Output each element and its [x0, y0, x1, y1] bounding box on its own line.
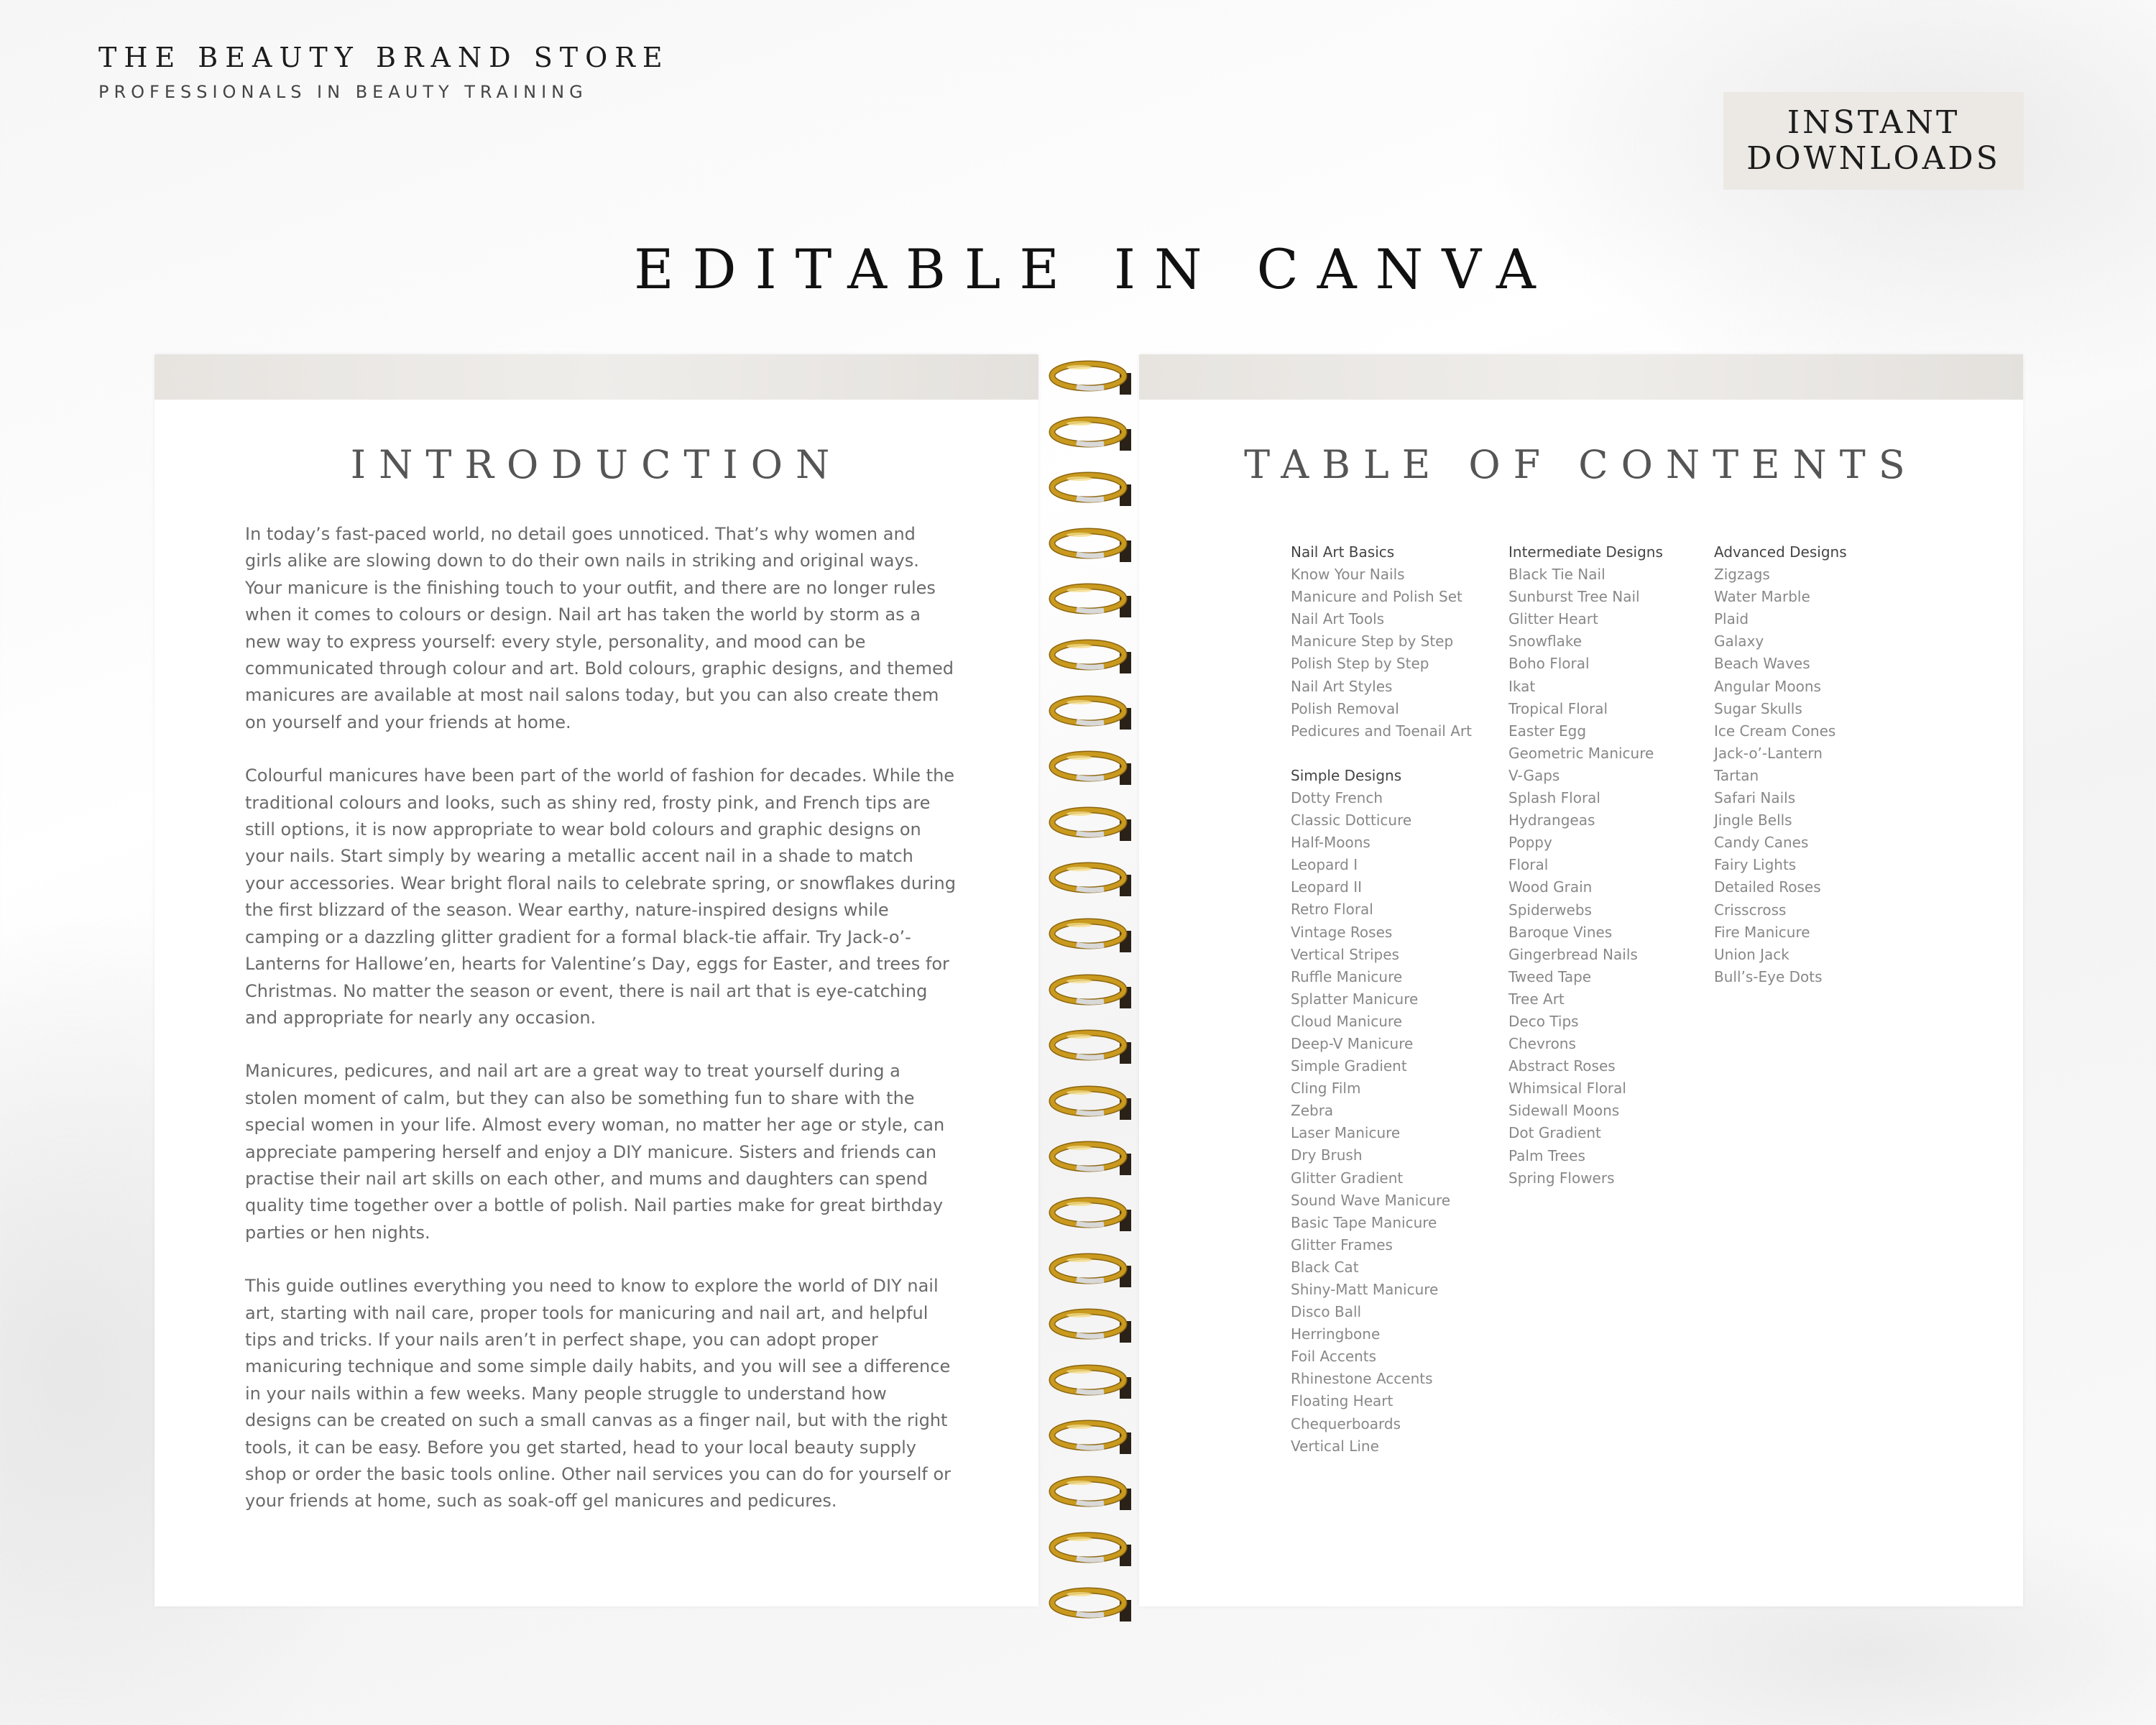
toc-item: Black Tie Nail	[1508, 566, 1606, 584]
toc-title: TABLE OF CONTENTS	[1244, 442, 1918, 487]
toc-item: Rhinestone Accents	[1291, 1370, 1433, 1388]
toc-item: Boho Floral	[1508, 655, 1590, 673]
binding-ring	[1048, 469, 1134, 510]
toc-item: Crisscross	[1714, 901, 1787, 919]
toc-item: Simple Gradient	[1291, 1057, 1407, 1075]
toc-item: Nail Art Styles	[1291, 677, 1393, 695]
toc-item: Gingerbread Nails	[1508, 945, 1638, 963]
toc-item: Leopard II	[1291, 878, 1363, 896]
binding-ring	[1048, 580, 1134, 622]
binding-ring	[1048, 748, 1134, 789]
binding-ring	[1048, 1305, 1134, 1347]
binding-ring	[1048, 1473, 1134, 1514]
toc-item: Palm Trees	[1508, 1146, 1585, 1164]
toc-item: Fire Manicure	[1714, 923, 1810, 941]
toc-item: Jack-o’-Lantern	[1714, 744, 1823, 762]
binding-ring	[1048, 1194, 1134, 1236]
toc-item: Cloud Manicure	[1291, 1012, 1402, 1030]
binding-ring	[1048, 915, 1134, 957]
toc-item: Tartan	[1714, 766, 1759, 784]
badge-line-2: DOWNLOADS	[1746, 140, 2001, 177]
binding-ring	[1048, 1082, 1134, 1124]
toc-item: Leopard I	[1291, 856, 1358, 874]
toc-item: Know Your Nails	[1291, 566, 1405, 584]
binding-ring	[1048, 1138, 1134, 1179]
toc-item: V-Gaps	[1508, 766, 1560, 784]
toc-item: Water Marble	[1714, 588, 1810, 606]
toc-item: Foil Accents	[1291, 1348, 1377, 1366]
toc-item: Dry Brush	[1291, 1146, 1363, 1164]
badge-line-1: INSTANT	[1787, 104, 1961, 141]
toc-item: Black Cat	[1291, 1258, 1359, 1276]
toc-item: Sound Wave Manicure	[1291, 1191, 1451, 1209]
intro-paragraph: In today’s fast-paced world, no detail goes unnoticed. That’s why women and girls alike are slowing down to do their own nails in striking and original ways. Your manicure is the finishing touch to your outfit, and there are no longer rules when it comes to colours or design. Nail art has taken the world by storm as a new way to express yourself: every style, personality, and mood can be communicated through colour and art. Bold colours, graphic designs, and themed manicures are available at most nail salons today, but you can also create them on yourself and your friends at home.	[245, 524, 954, 732]
binding-ring	[1048, 1417, 1134, 1458]
toc-item: Ice Cream Cones	[1714, 722, 1836, 740]
toc-item: Tropical Floral	[1508, 699, 1608, 717]
toc-item: Chevrons	[1508, 1035, 1576, 1053]
toc-item: Tree Art	[1508, 990, 1565, 1008]
instant-downloads-badge	[1723, 92, 2024, 190]
toc-item: Retro Floral	[1291, 901, 1373, 919]
page-header-band	[1139, 354, 2023, 400]
headline: EDITABLE IN CANVA	[634, 237, 1554, 301]
brand-tagline: PROFESSIONALS IN BEAUTY TRAINING	[98, 82, 588, 102]
toc-item: Floral	[1508, 856, 1549, 874]
toc-item: Splatter Manicure	[1291, 990, 1419, 1008]
toc-item: Vintage Roses	[1291, 923, 1393, 941]
toc-item: Candy Canes	[1714, 834, 1809, 852]
toc-item: Sidewall Moons	[1508, 1102, 1620, 1120]
toc-column-advanced	[1714, 541, 1847, 988]
toc-item: Laser Manicure	[1291, 1124, 1401, 1142]
toc-item: Poppy	[1508, 834, 1552, 852]
binding-ring	[1048, 859, 1134, 901]
intro-paragraph: This guide outlines everything you need to know to explore the world of DIY nail art, starting with nail care, proper tools for manicuring and nail art, and helpful tips and tricks. If your nails aren’t in perfect shape, you can adopt proper manicuring technique and some simple daily habits, and you will see a difference in your nails within a few weeks. Many people struggle to understand how designs can be created on such a small canvas as a finger nail, but with the right tools, it can be easy. Before you get started, head to your local beauty supply shop or order the basic tools online. Other nail services you can do for yourself or your friends at home, such as soak-off gel manicures and pedicures.	[245, 1276, 951, 1512]
toc-item: Plaid	[1714, 610, 1749, 628]
toc-item: Sugar Skulls	[1714, 699, 1802, 717]
page-header-band	[155, 354, 1038, 400]
toc-page	[1139, 354, 2023, 1606]
intro-paragraph: Manicures, pedicures, and nail art are a great way to treat yourself during a stolen moment of calm, but they can also be something fun to share with the special women in your life. Almost every woman, no matter her age or style, can appreciate pampering herself and enjoy a DIY manicure. Sisters and friends can practise their nail art skills on each other, and mums and daughters can spend quality time together over a bottle of polish. Nail parties make for great birthday parties or hen nights.	[245, 1061, 945, 1243]
toc-item: Glitter Gradient	[1291, 1169, 1404, 1187]
toc-item: Galaxy	[1714, 632, 1764, 650]
toc-item: Baroque Vines	[1508, 923, 1613, 941]
toc-item: Manicure and Polish Set	[1291, 588, 1462, 606]
toc-item: Polish Step by Step	[1291, 655, 1429, 673]
toc-item: Spiderwebs	[1508, 901, 1592, 919]
toc-item: Pedicures and Toenail Art	[1291, 722, 1472, 740]
toc-item: Half-Moons	[1291, 834, 1370, 852]
toc-item: Zigzags	[1714, 566, 1770, 584]
toc-item: Deco Tips	[1508, 1012, 1579, 1030]
toc-item: Basic Tape Manicure	[1291, 1213, 1437, 1231]
toc-item: Spring Flowers	[1508, 1169, 1615, 1187]
toc-section-heading: Nail Art Basics	[1291, 543, 1395, 561]
toc-section-heading: Advanced Designs	[1714, 543, 1847, 561]
spiral-binding	[1041, 354, 1141, 1606]
toc-item: Union Jack	[1714, 945, 1789, 963]
toc-item: Sunburst Tree Nail	[1508, 588, 1640, 606]
toc-item: Abstract Roses	[1508, 1057, 1616, 1075]
toc-item: Vertical Line	[1291, 1437, 1379, 1455]
toc-item: Polish Removal	[1291, 699, 1399, 717]
toc-item: Floating Heart	[1291, 1392, 1393, 1410]
binding-ring	[1048, 357, 1134, 399]
toc-section-heading: Simple Designs	[1291, 766, 1402, 784]
toc-item: Classic Dotticure	[1291, 811, 1412, 829]
toc-item: Jingle Bells	[1714, 811, 1792, 829]
toc-item: Angular Moons	[1714, 677, 1821, 695]
binding-ring	[1048, 636, 1134, 678]
binding-ring	[1048, 971, 1134, 1013]
toc-column-intermediate	[1508, 541, 1663, 1190]
toc-item: Whimsical Floral	[1508, 1080, 1626, 1098]
intro-title: INTRODUCTION	[350, 442, 843, 487]
toc-item: Chequerboards	[1291, 1414, 1401, 1432]
intro-page	[155, 354, 1038, 1606]
toc-item: Dotty French	[1291, 788, 1383, 806]
binding-ring	[1048, 1584, 1134, 1626]
toc-section-heading: Intermediate Designs	[1508, 543, 1663, 561]
binding-ring	[1048, 1529, 1134, 1570]
binding-ring	[1048, 804, 1134, 845]
intro-body	[245, 521, 957, 1542]
toc-item: Splash Floral	[1508, 789, 1600, 807]
toc-column-basics	[1291, 541, 1472, 1458]
toc-item: Tweed Tape	[1508, 967, 1592, 985]
toc-item: Hydrangeas	[1508, 811, 1595, 829]
intro-paragraph: Colourful manicures have been part of the world of fashion for decades. While the traditional colours and looks, such as shiny red, frosty pink, and French tips are still options, it is now appropriate to wear bold colours and graphic designs on your nails. Start simply by wearing a metallic accent nail in a shade to match your accessories. Wear bright floral nails to celebrate spring, or snowflakes during the first blizzard of the season. Wear earthy, nature-inspired designs while camping or a dazzling glitter gradient for a formal black-tie affair. Try Jack-o’-Lanterns for Hallowe’en, hearts for Valentine’s Day, eggs for Easter, and trees for Christmas. No matter the season or event, there is nail art that is eye-catching and appropriate for nearly any occasion.	[245, 765, 956, 1028]
binding-ring	[1048, 692, 1134, 734]
binding-ring	[1048, 413, 1134, 455]
toc-item: Dot Gradient	[1508, 1124, 1601, 1142]
binding-ring	[1048, 525, 1134, 566]
toc-item: Deep-V Manicure	[1291, 1034, 1414, 1052]
toc-item: Manicure Step by Step	[1291, 632, 1454, 650]
brand-name: THE BEAUTY BRAND STORE	[98, 42, 670, 73]
toc-item: Disco Ball	[1291, 1303, 1362, 1321]
toc-item: Shiny-Matt Manicure	[1291, 1281, 1439, 1298]
toc-item: Zebra	[1291, 1102, 1334, 1120]
toc-item: Snowflake	[1508, 632, 1582, 650]
toc-item: Safari Nails	[1714, 789, 1796, 807]
toc-item: Geometric Manicure	[1508, 744, 1654, 762]
toc-item: Cling Film	[1291, 1080, 1361, 1098]
toc-item: Vertical Stripes	[1291, 945, 1399, 963]
toc-item: Detailed Roses	[1714, 878, 1821, 896]
toc-item: Bull’s-Eye Dots	[1714, 967, 1823, 985]
toc-spacer	[1291, 742, 1472, 765]
binding-ring	[1048, 1250, 1134, 1292]
toc-item: Glitter Heart	[1508, 610, 1598, 628]
toc-item: Glitter Frames	[1291, 1236, 1393, 1254]
toc-item: Beach Waves	[1714, 655, 1810, 673]
binding-ring	[1048, 1361, 1134, 1403]
toc-item: Ruffle Manicure	[1291, 967, 1403, 985]
binding-ring	[1048, 1026, 1134, 1068]
toc-item: Herringbone	[1291, 1325, 1381, 1343]
toc-item: Easter Egg	[1508, 722, 1587, 740]
toc-item: Fairy Lights	[1714, 856, 1797, 874]
toc-item: Ikat	[1508, 677, 1536, 695]
toc-item: Nail Art Tools	[1291, 610, 1385, 628]
toc-item: Wood Grain	[1508, 878, 1593, 896]
